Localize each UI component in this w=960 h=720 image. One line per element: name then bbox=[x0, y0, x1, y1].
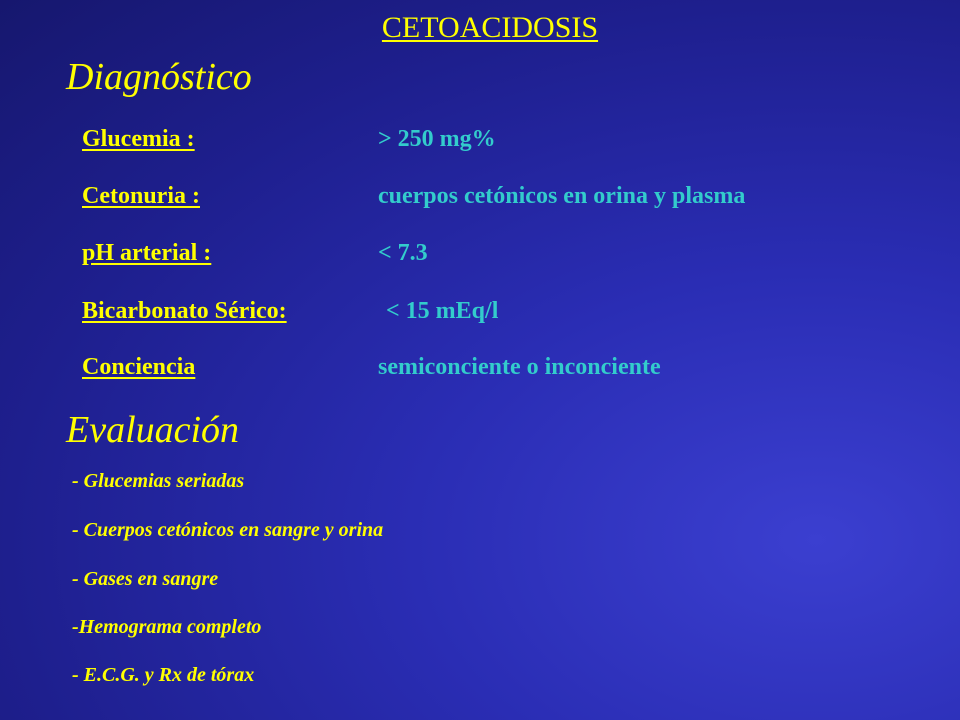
diagnostico-value: > 250 mg% bbox=[378, 126, 496, 152]
diagnostico-value: < 7.3 bbox=[378, 240, 428, 266]
evaluacion-item: - Glucemias seriadas bbox=[72, 470, 245, 492]
diagnostico-row-bicarbonato bbox=[82, 294, 942, 328]
diagnostico-heading: Diagnóstico bbox=[66, 56, 252, 98]
diagnostico-row-conciencia bbox=[82, 350, 942, 384]
diagnostico-value: < 15 mEq/l bbox=[386, 298, 499, 324]
diagnostico-label: Bicarbonato Sérico: bbox=[82, 298, 287, 324]
diagnostico-row-cetonuria bbox=[82, 179, 942, 213]
evaluacion-item: - Cuerpos cetónicos en sangre y orina bbox=[72, 519, 384, 541]
diagnostico-row-ph-arterial bbox=[82, 236, 942, 270]
diagnostico-label: Cetonuria : bbox=[82, 183, 200, 209]
evaluacion-item: -Hemograma completo bbox=[72, 616, 262, 638]
diagnostico-value: cuerpos cetónicos en orina y plasma bbox=[378, 183, 746, 209]
diagnostico-value: semiconciente o inconciente bbox=[378, 354, 661, 380]
diagnostico-label: Conciencia bbox=[82, 354, 196, 380]
slide-title: CETOACIDOSIS bbox=[381, 11, 599, 44]
diagnostico-label: pH arterial : bbox=[82, 240, 212, 266]
diagnostico-label: Glucemia : bbox=[82, 126, 195, 152]
evaluacion-item: - Gases en sangre bbox=[72, 568, 219, 590]
evaluacion-item: - E.C.G. y Rx de tórax bbox=[72, 664, 255, 686]
diagnostico-row-glucemia bbox=[82, 122, 942, 156]
evaluacion-heading: Evaluación bbox=[66, 409, 240, 451]
